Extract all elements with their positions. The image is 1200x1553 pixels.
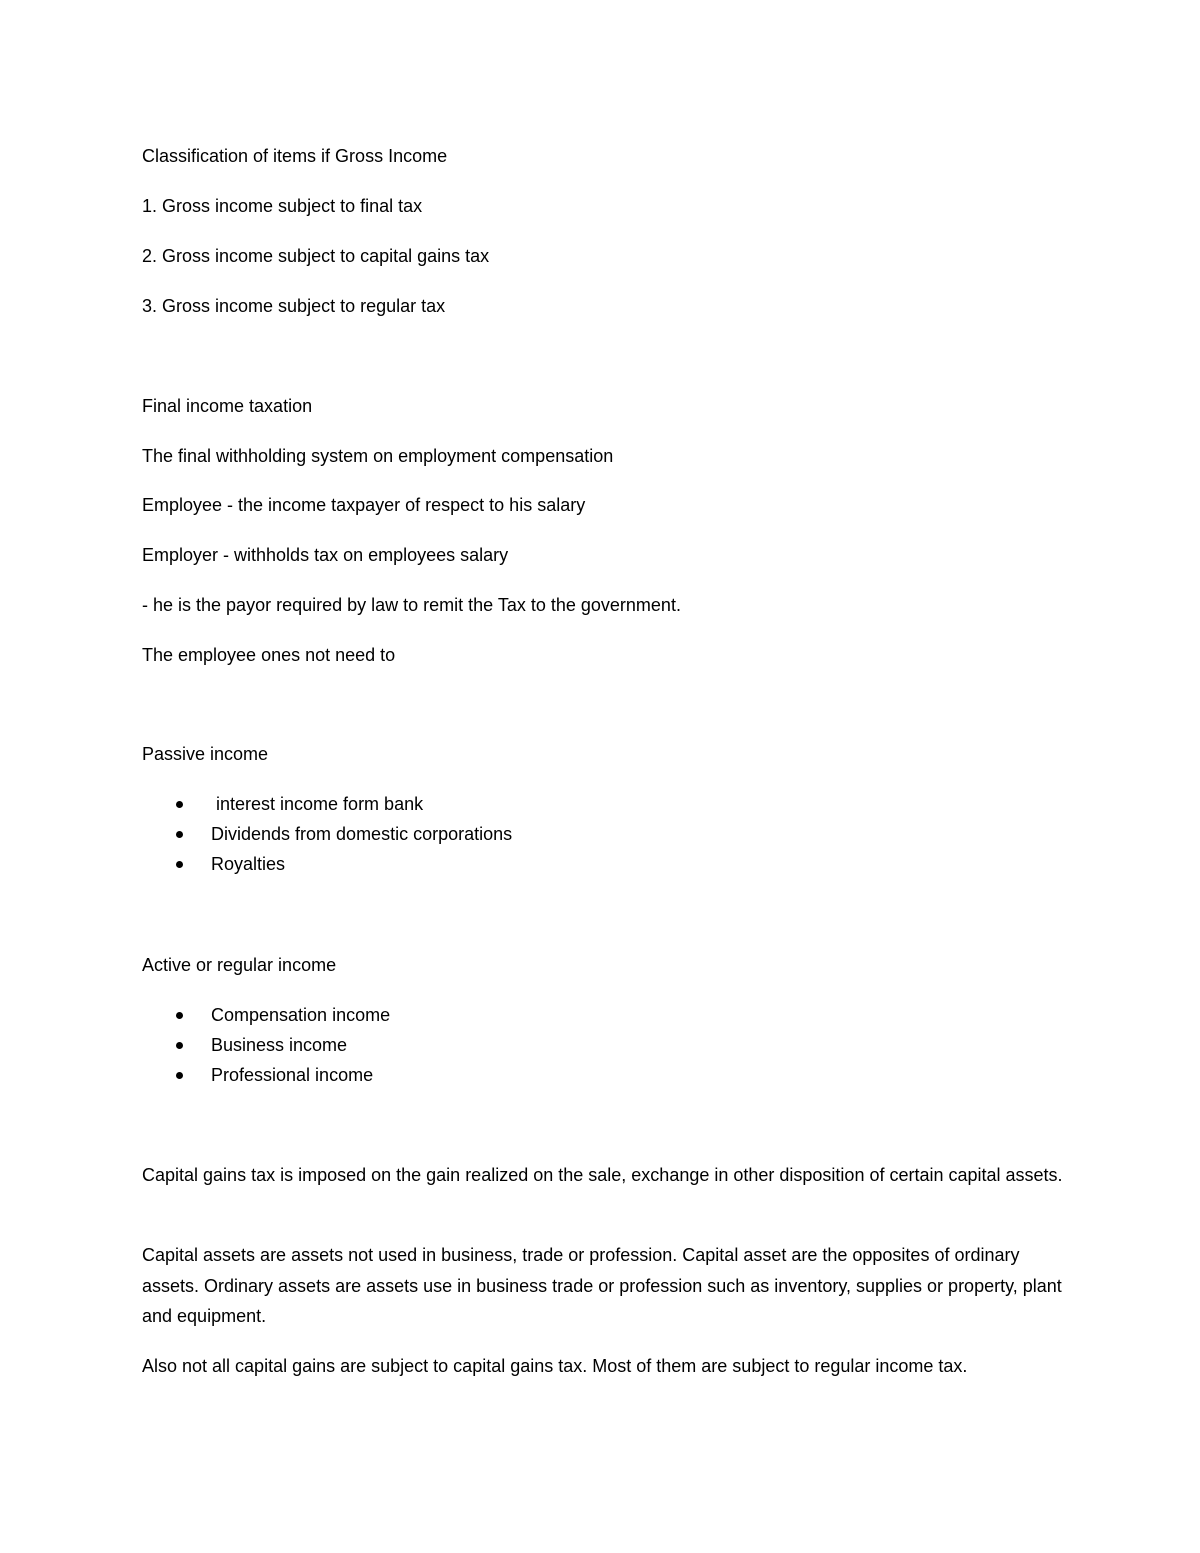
section-title-passive-income: Passive income [142, 744, 269, 764]
list-item-text: Business income [211, 1035, 348, 1055]
list-item-text: interest income form bank [211, 794, 424, 814]
capital-gains-paragraph: Also not all capital gains are subject to capital gains tax. Most of them are subject to regular income tax. [142, 1356, 968, 1376]
section-title-final-taxation: Final income taxation [142, 396, 313, 416]
final-taxation-line: The final withholding system on employment compensation [142, 446, 614, 466]
list-item-text: Royalties [211, 854, 286, 874]
classification-item: 3. Gross income subject to regular tax [142, 296, 446, 316]
list-item-text: Dividends from domestic corporations [211, 824, 513, 844]
capital-gains-paragraph: Capital assets are assets not used in business, trade or profession. Capital asset are the opposites of ordinary assets. Ordinary assets are assets use in business trade or profession such as inventory, supplies or property, plant and equipment. [142, 1245, 1062, 1326]
list-item-text: Compensation income [211, 1005, 391, 1025]
capital-gains-paragraph: Capital gains tax is imposed on the gain realized on the sale, exchange in other disposition of certain capital assets. [142, 1165, 1063, 1185]
final-taxation-line: Employee - the income taxpayer of respect to his salary [142, 495, 586, 515]
document-heading: Classification of items if Gross Income [142, 146, 448, 166]
bullet-icon [176, 831, 183, 838]
section-title-active-income: Active or regular income [142, 955, 337, 975]
final-taxation-line: Employer - withholds tax on employees salary [142, 545, 509, 565]
final-taxation-line: The employee ones not need to [142, 645, 396, 665]
bullet-icon [176, 801, 183, 808]
bullet-icon [176, 861, 183, 868]
classification-item: 1. Gross income subject to final tax [142, 196, 423, 216]
final-taxation-line: - he is the payor required by law to remit the Tax to the government. [142, 595, 681, 615]
bullet-icon [176, 1042, 183, 1049]
list-item-text: Professional income [211, 1065, 374, 1085]
bullet-icon [176, 1012, 183, 1019]
classification-item: 2. Gross income subject to capital gains tax [142, 246, 490, 266]
bullet-icon [176, 1072, 183, 1079]
